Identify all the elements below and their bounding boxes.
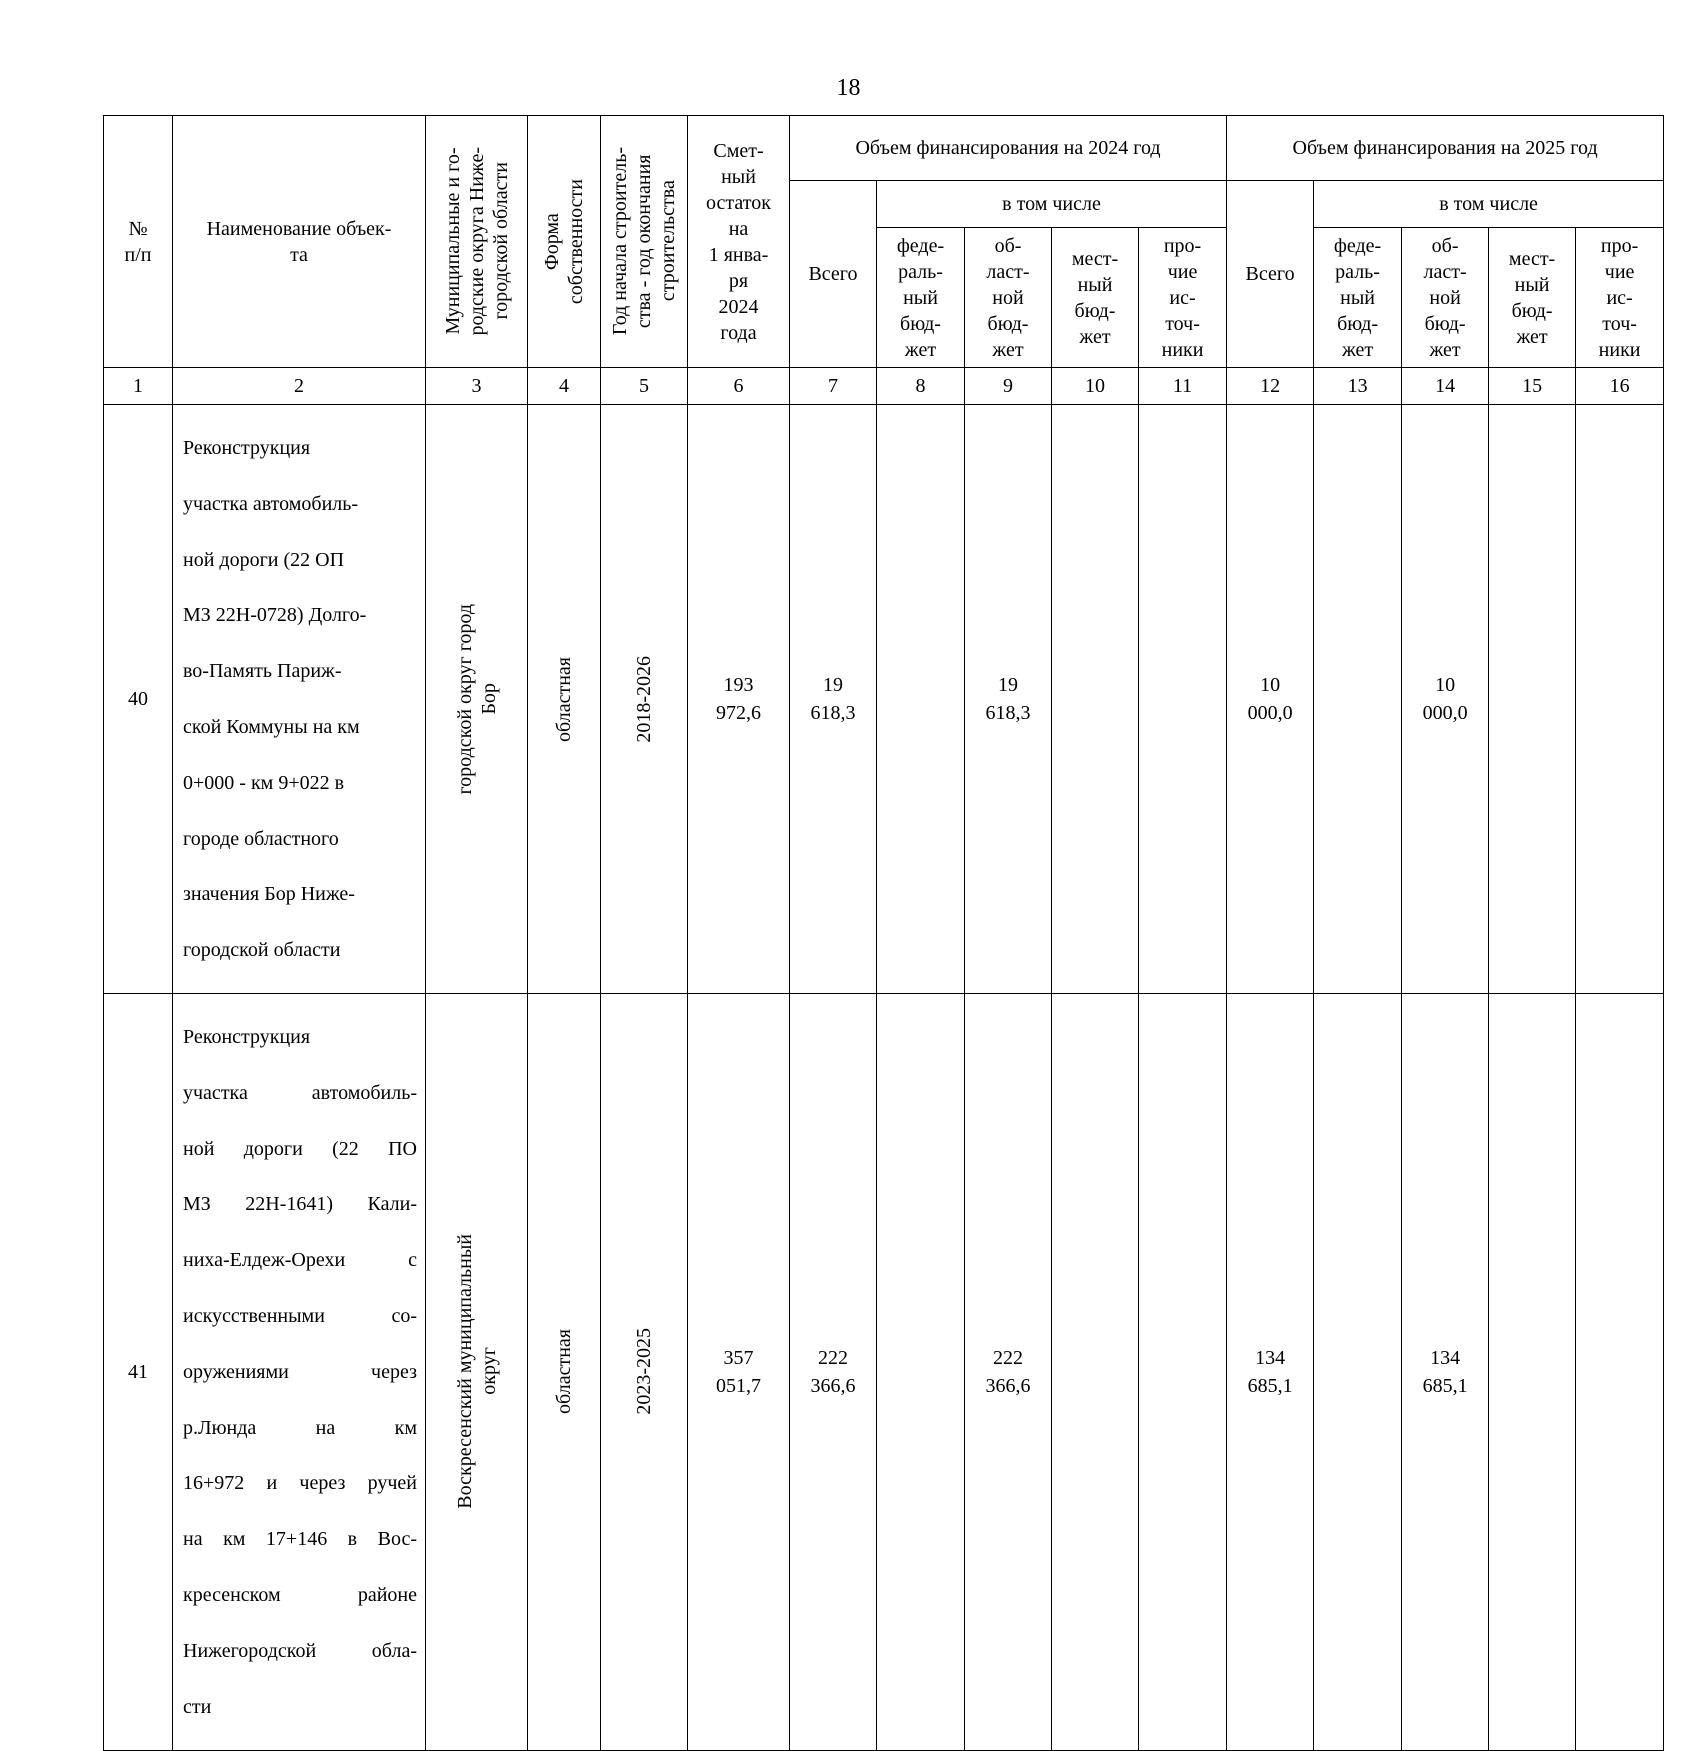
column-number: 14 bbox=[1402, 368, 1489, 405]
page-number: 18 bbox=[836, 75, 861, 101]
object-name-line: ской Коммуны на км bbox=[183, 715, 360, 738]
regional-2025-value: 10 000,0 bbox=[1422, 674, 1468, 725]
column-number: 6 bbox=[688, 368, 790, 405]
object-name bbox=[173, 405, 426, 994]
regional-2024 bbox=[965, 994, 1052, 1750]
municipality-label: Воскресенский муниципальный округ bbox=[453, 1234, 500, 1510]
other-2025 bbox=[1576, 405, 1664, 994]
object-name-line: кресенском районе bbox=[183, 1584, 417, 1607]
header-federal-2024-label: феде- раль- ный бюд- жет bbox=[896, 234, 945, 361]
header-municipal-label: Муниципальные и го- родские округа Ниже- городской области bbox=[441, 147, 512, 336]
object-name-line: значения Бор Ниже- bbox=[183, 883, 355, 906]
header-federal-2025-label: феде- раль- ный бюд- жет bbox=[1333, 234, 1382, 361]
estimated-remainder bbox=[688, 405, 790, 994]
column-number-row bbox=[104, 368, 1664, 405]
table-row bbox=[104, 994, 1664, 1750]
total-2025 bbox=[1227, 994, 1314, 1750]
header-regional-2024-label: об- ласт- ной бюд- жет bbox=[986, 234, 1030, 361]
object-name-line: городе областного bbox=[183, 827, 339, 850]
header-regional-2024 bbox=[965, 228, 1052, 368]
header-total-2025: Всего bbox=[1227, 181, 1314, 368]
header-including-2025: в том числе bbox=[1314, 181, 1664, 228]
other-2024 bbox=[1139, 405, 1227, 994]
header-local-2024 bbox=[1052, 228, 1139, 368]
header-years bbox=[601, 116, 688, 368]
construction-years-label: 2023-2025 bbox=[633, 1328, 655, 1416]
header-other-2024-label: про- чие ис- точ- ники bbox=[1161, 234, 1204, 361]
other-2024 bbox=[1139, 994, 1227, 1750]
object-name-line: 16+972 и через ручей bbox=[183, 1472, 417, 1495]
header-total-2024: Всего bbox=[790, 181, 877, 368]
estimated-remainder-value: 193 972,6 bbox=[716, 674, 761, 725]
header-municipal bbox=[426, 116, 528, 368]
column-number: 15 bbox=[1489, 368, 1576, 405]
ownership bbox=[528, 405, 601, 994]
header-other-2024 bbox=[1139, 228, 1227, 368]
regional-2025 bbox=[1402, 994, 1489, 1750]
construction-years-label: 2018-2026 bbox=[633, 655, 655, 743]
column-number: 8 bbox=[877, 368, 965, 405]
local-2025 bbox=[1489, 405, 1576, 994]
total-2025-value: 134 685,1 bbox=[1247, 1346, 1293, 1397]
ownership-label: областная bbox=[553, 1329, 575, 1415]
financing-table bbox=[103, 115, 1664, 1751]
total-2024-value: 222 366,6 bbox=[810, 1346, 856, 1397]
object-name-line: сти bbox=[183, 1695, 212, 1718]
object-name-line: на км 17+146 в Вос- bbox=[183, 1528, 417, 1551]
federal-2024 bbox=[877, 994, 965, 1750]
header-name bbox=[173, 116, 426, 368]
table-row bbox=[104, 405, 1664, 994]
column-number: 1 bbox=[104, 368, 173, 405]
total-2025-value: 10 000,0 bbox=[1247, 674, 1293, 725]
construction-years bbox=[601, 994, 688, 1750]
column-number: 9 bbox=[965, 368, 1052, 405]
federal-2025 bbox=[1314, 405, 1402, 994]
object-name-line: МЗ 22Н-0728) Долго- bbox=[183, 604, 367, 627]
column-number: 7 bbox=[790, 368, 877, 405]
header-other-2025-label: про- чие ис- точ- ники bbox=[1598, 234, 1641, 361]
column-number: 11 bbox=[1139, 368, 1227, 405]
column-number: 2 bbox=[173, 368, 426, 405]
object-name-line: городской области bbox=[183, 939, 341, 962]
header-federal-2025 bbox=[1314, 228, 1402, 368]
header-including-2024: в том числе bbox=[877, 181, 1227, 228]
federal-2025 bbox=[1314, 994, 1402, 1750]
total-2024 bbox=[790, 994, 877, 1750]
object-name-line: ной дороги (22 ПО bbox=[183, 1137, 417, 1160]
header-years-label: Год начала строитель- ства - год окончания строительства bbox=[609, 147, 679, 336]
column-number: 4 bbox=[528, 368, 601, 405]
header-fin-2024: Объем финансирования на 2024 год bbox=[790, 116, 1227, 181]
header-local-2025-label: мест- ный бюд- жет bbox=[1508, 247, 1556, 348]
regional-2025 bbox=[1402, 405, 1489, 994]
federal-2024 bbox=[877, 405, 965, 994]
local-2024 bbox=[1052, 994, 1139, 1750]
row-num: 41 bbox=[104, 994, 173, 1750]
total-2025 bbox=[1227, 405, 1314, 994]
regional-2024-value: 19 618,3 bbox=[985, 674, 1031, 725]
object-name bbox=[173, 994, 426, 1750]
header-ownership-label: Форма собственности bbox=[541, 178, 587, 305]
object-name-line: Нижегородской обла- bbox=[183, 1639, 417, 1662]
object-name-line: р.Люнда на км bbox=[183, 1416, 417, 1439]
column-number: 5 bbox=[601, 368, 688, 405]
estimated-remainder-value: 357 051,7 bbox=[716, 1346, 761, 1397]
column-number: 13 bbox=[1314, 368, 1402, 405]
construction-years bbox=[601, 405, 688, 994]
header-ownership bbox=[528, 116, 601, 368]
header-regional-2025 bbox=[1402, 228, 1489, 368]
object-name-line: 0+000 - км 9+022 в bbox=[183, 771, 345, 794]
object-name-line: ниха-Елдеж-Орехи с bbox=[183, 1249, 417, 1272]
header-num bbox=[104, 116, 173, 368]
header-num-label: № п/п bbox=[124, 217, 152, 266]
column-number: 10 bbox=[1052, 368, 1139, 405]
column-number: 16 bbox=[1576, 368, 1664, 405]
total-2024 bbox=[790, 405, 877, 994]
header-regional-2025-label: об- ласт- ной бюд- жет bbox=[1423, 234, 1467, 361]
header-federal-2024 bbox=[877, 228, 965, 368]
object-name-line: оружениями через bbox=[183, 1360, 417, 1383]
object-name-line: участка автомобиль- bbox=[183, 1081, 417, 1104]
header-local-2025 bbox=[1489, 228, 1576, 368]
object-name-line: искусственными со- bbox=[183, 1305, 417, 1327]
object-name-line: Реконструкция bbox=[183, 1025, 311, 1048]
object-name-line: ной дороги (22 ОП bbox=[183, 548, 345, 571]
ownership-label: областная bbox=[553, 656, 575, 742]
estimated-remainder bbox=[688, 994, 790, 1750]
regional-2024-value: 222 366,6 bbox=[985, 1346, 1031, 1397]
column-number: 3 bbox=[426, 368, 528, 405]
object-name-line: МЗ 22Н-1641) Кали- bbox=[183, 1193, 417, 1216]
municipality bbox=[426, 405, 528, 994]
object-name-line: во-Память Париж- bbox=[183, 660, 342, 683]
header-remainder-label: Смет- ный остаток на 1 янва- ря 2024 года bbox=[706, 139, 771, 344]
header-other-2025 bbox=[1576, 228, 1664, 368]
header-local-2024-label: мест- ный бюд- жет bbox=[1071, 247, 1119, 348]
municipality-label: городской округ город Бор bbox=[453, 603, 500, 795]
header-fin-2025: Объем финансирования на 2025 год bbox=[1227, 116, 1664, 181]
ownership bbox=[528, 994, 601, 1750]
regional-2024 bbox=[965, 405, 1052, 994]
regional-2025-value: 134 685,1 bbox=[1422, 1346, 1468, 1397]
row-num: 40 bbox=[104, 405, 173, 994]
object-name-line: участка автомобиль- bbox=[183, 492, 359, 515]
other-2025 bbox=[1576, 994, 1664, 1750]
header-name-label: Наименование объек- та bbox=[206, 217, 392, 266]
column-number: 12 bbox=[1227, 368, 1314, 405]
object-name-line: Реконструкция bbox=[183, 436, 311, 459]
header-remainder bbox=[688, 116, 790, 368]
total-2024-value: 19 618,3 bbox=[810, 674, 856, 725]
local-2025 bbox=[1489, 994, 1576, 1750]
municipality bbox=[426, 994, 528, 1750]
local-2024 bbox=[1052, 405, 1139, 994]
